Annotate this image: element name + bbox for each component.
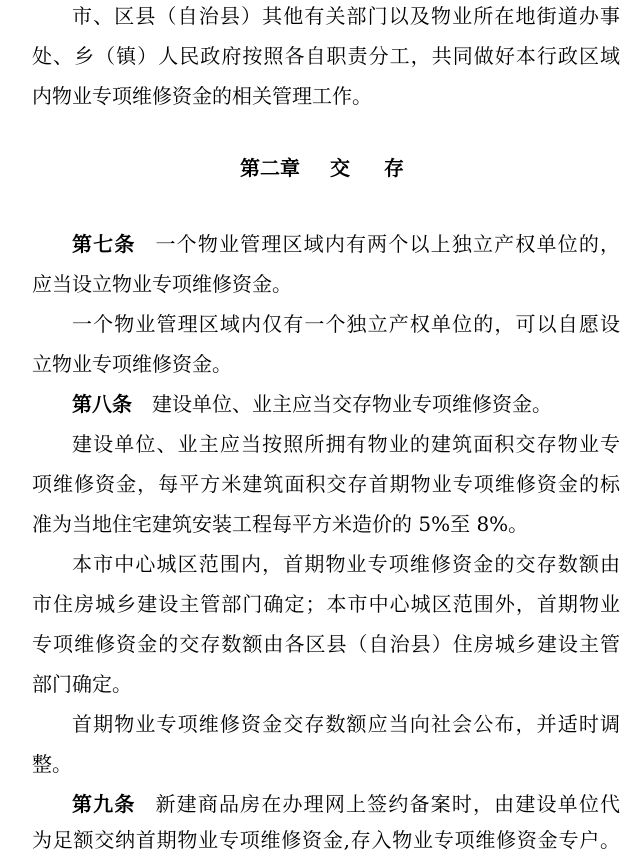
chapter-heading xyxy=(0,148,644,188)
text-line: 建设单位、业主应当按照所拥有物业的建筑面积交存物业专 xyxy=(72,432,620,456)
text-line: 为足额交纳首期物业专项维修资金,存入物业专项维修资金专户。 xyxy=(32,828,620,852)
article-label: 第八条 xyxy=(72,392,132,416)
text-line: 首期物业专项维修资金交存数额应当向社会公布，并适时调 xyxy=(72,712,620,736)
article-line xyxy=(0,784,644,824)
article-line xyxy=(0,384,644,424)
text-line: 准为当地住宅建筑安装工程每平方米造价的 5%至 8%。 xyxy=(32,512,529,536)
article-text: 建设单位、业主应当交存物业专项维修资金。 xyxy=(152,392,552,416)
text-line: 项维修资金，每平方米建筑面积交存首期物业专项维修资金的标 xyxy=(32,472,620,496)
intro-line-1: 市、区县（自治县）其他有关部门以及物业所在地街道办事 xyxy=(72,4,620,28)
text-line: 立物业专项维修资金。 xyxy=(32,352,232,376)
text-line: 本市中心城区范围内，首期物业专项维修资金的交存数额由 xyxy=(72,552,620,576)
text-line: 专项维修资金的交存数额由各区县（自治县）住房城乡建设主管 xyxy=(32,632,620,656)
chapter-title-char: 交 xyxy=(330,156,350,180)
text-line: 应当设立物业专项维修资金。 xyxy=(32,272,292,296)
text-line xyxy=(0,0,644,36)
text-line: 部门确定。 xyxy=(32,672,132,696)
chapter-number: 第二章 xyxy=(240,156,300,180)
article-line xyxy=(0,224,644,264)
text-line: 市住房城乡建设主管部门确定；本市中心城区范围外，首期物业 xyxy=(32,592,620,616)
article-label: 第九条 xyxy=(72,792,136,816)
chapter-title-char: 存 xyxy=(384,156,404,180)
text-line: 处、乡（镇）人民政府按照各自职责分工，共同做好本行政区域 xyxy=(32,44,620,68)
article-text: 一个物业管理区域内有两个以上独立产权单位的， xyxy=(155,232,620,256)
text-line: 内物业专项维修资金的相关管理工作。 xyxy=(32,84,372,108)
text-line: 一个物业管理区域内仅有一个独立产权单位的，可以自愿设 xyxy=(72,312,620,336)
article-label: 第七条 xyxy=(72,232,136,256)
text-line: 整。 xyxy=(32,752,72,776)
article-text: 新建商品房在办理网上签约备案时，由建设单位代 xyxy=(155,792,620,816)
